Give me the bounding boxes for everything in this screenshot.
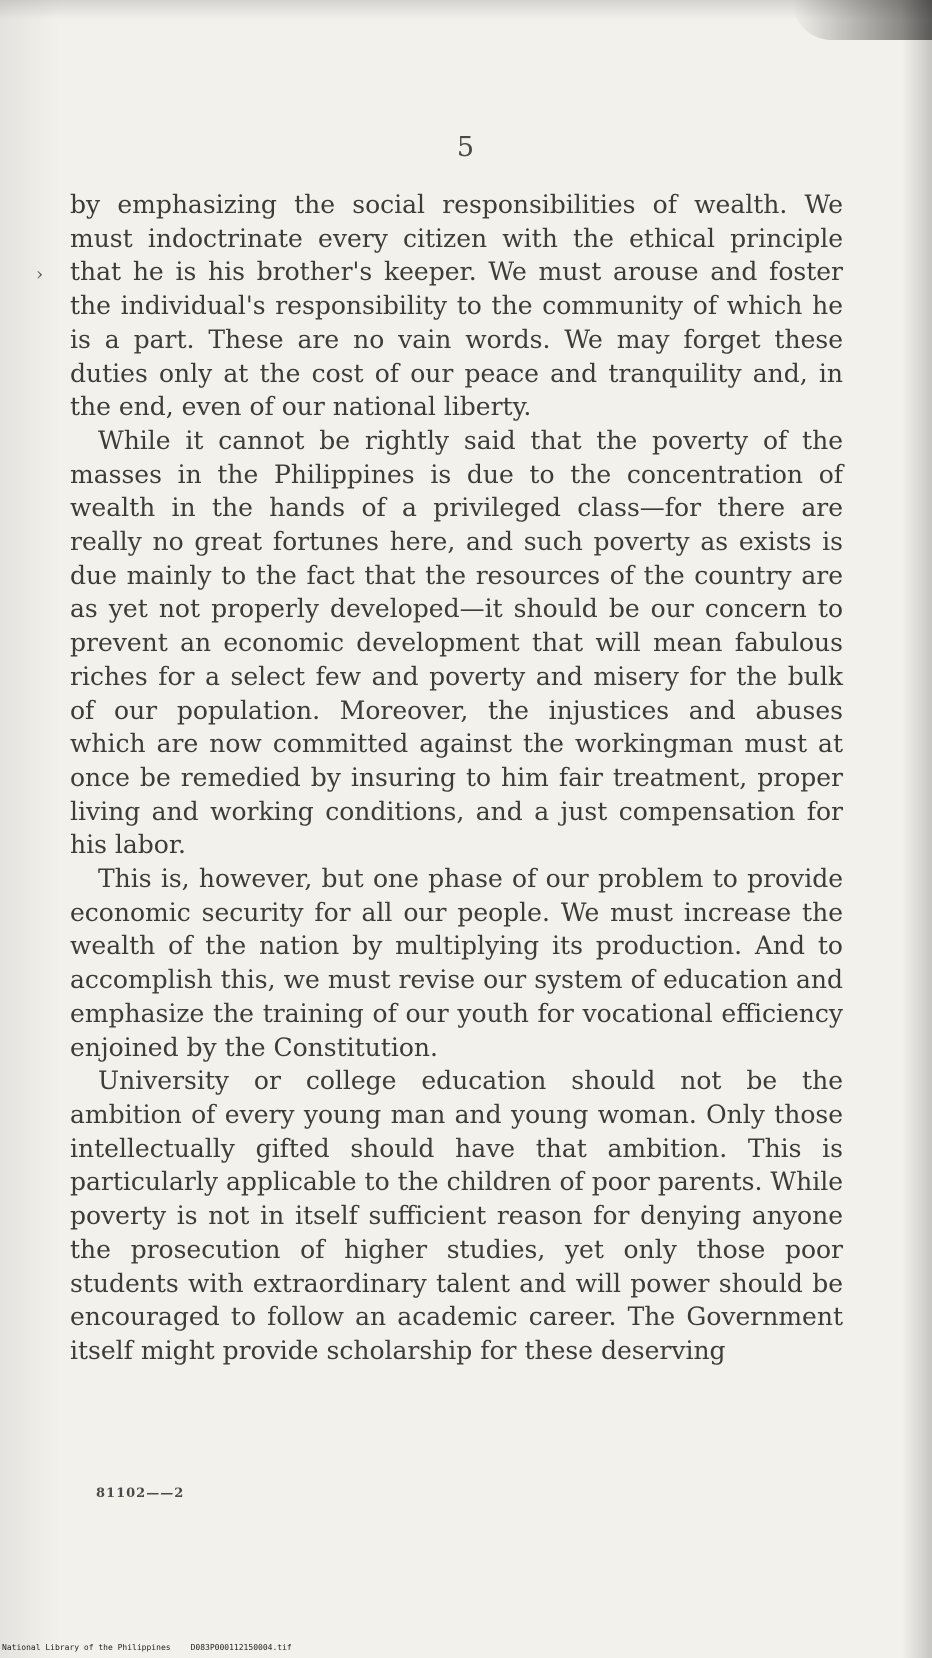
paragraph-4: University or college education should not be the ambition of every young man and young woman. Only those intellectually gifted should have that ambition. This is particularly applicable to the children of poor parents. While poverty is not in itself sufficient reason for denying anyone the prosecution of higher studies, yet only those poor students with extraordinary talent and will power should be encouraged to follow an academic career. The Government itself might provide scholarship for these deserving [70,1066,843,1365]
body-text [70,188,843,1368]
margin-mark: › [36,264,44,285]
printer-code: 81102——2 [96,1486,185,1501]
paragraph-2: While it cannot be rightly said that the poverty of the masses in the Philippines is due to the concentration of wealth in the hands of a privileged class—for there are really no great fortunes here, and such poverty as exists is due mainly to the fact that the resources of the country are as yet not properly developed—it should be our concern to prevent an economic development that will mean fabulous riches for a select few and poverty and misery for the bulk of our population. Moreover, the injustices and abuses which are now committed against the workingman must at once be remedied by insuring to him fair treatment, proper living and working conditions, and a just compensation for his labor. [70,425,843,860]
page-number: 5 [456,132,476,163]
paragraph-1: by emphasizing the social responsibilities of wealth. We must indoctrinate every citizen with the ethical principle that he is his brother's keeper. We must arouse and foster the individual's responsibility to the community of which he is a part. These are no vain words. We may forget these duties only at the cost of our peace and tranquility and, in the end, even of our national liberty. [70,190,843,422]
scan-corner-shadow [792,0,932,40]
scan-label-file: D083P000112150004.tif [190,1643,292,1652]
paragraph-3: This is, however, but one phase of our problem to provide economic security for all our people. We must increase the wealth of the nation by multiplying its production. And to accomplish this, we must revise our system of education and emphasize the training of our youth for vocational efficiency enjoined by the Constitution. [70,864,843,1062]
scan-label-library: National Library of the Philippines [2,1643,171,1652]
scan-label [2,1643,292,1652]
